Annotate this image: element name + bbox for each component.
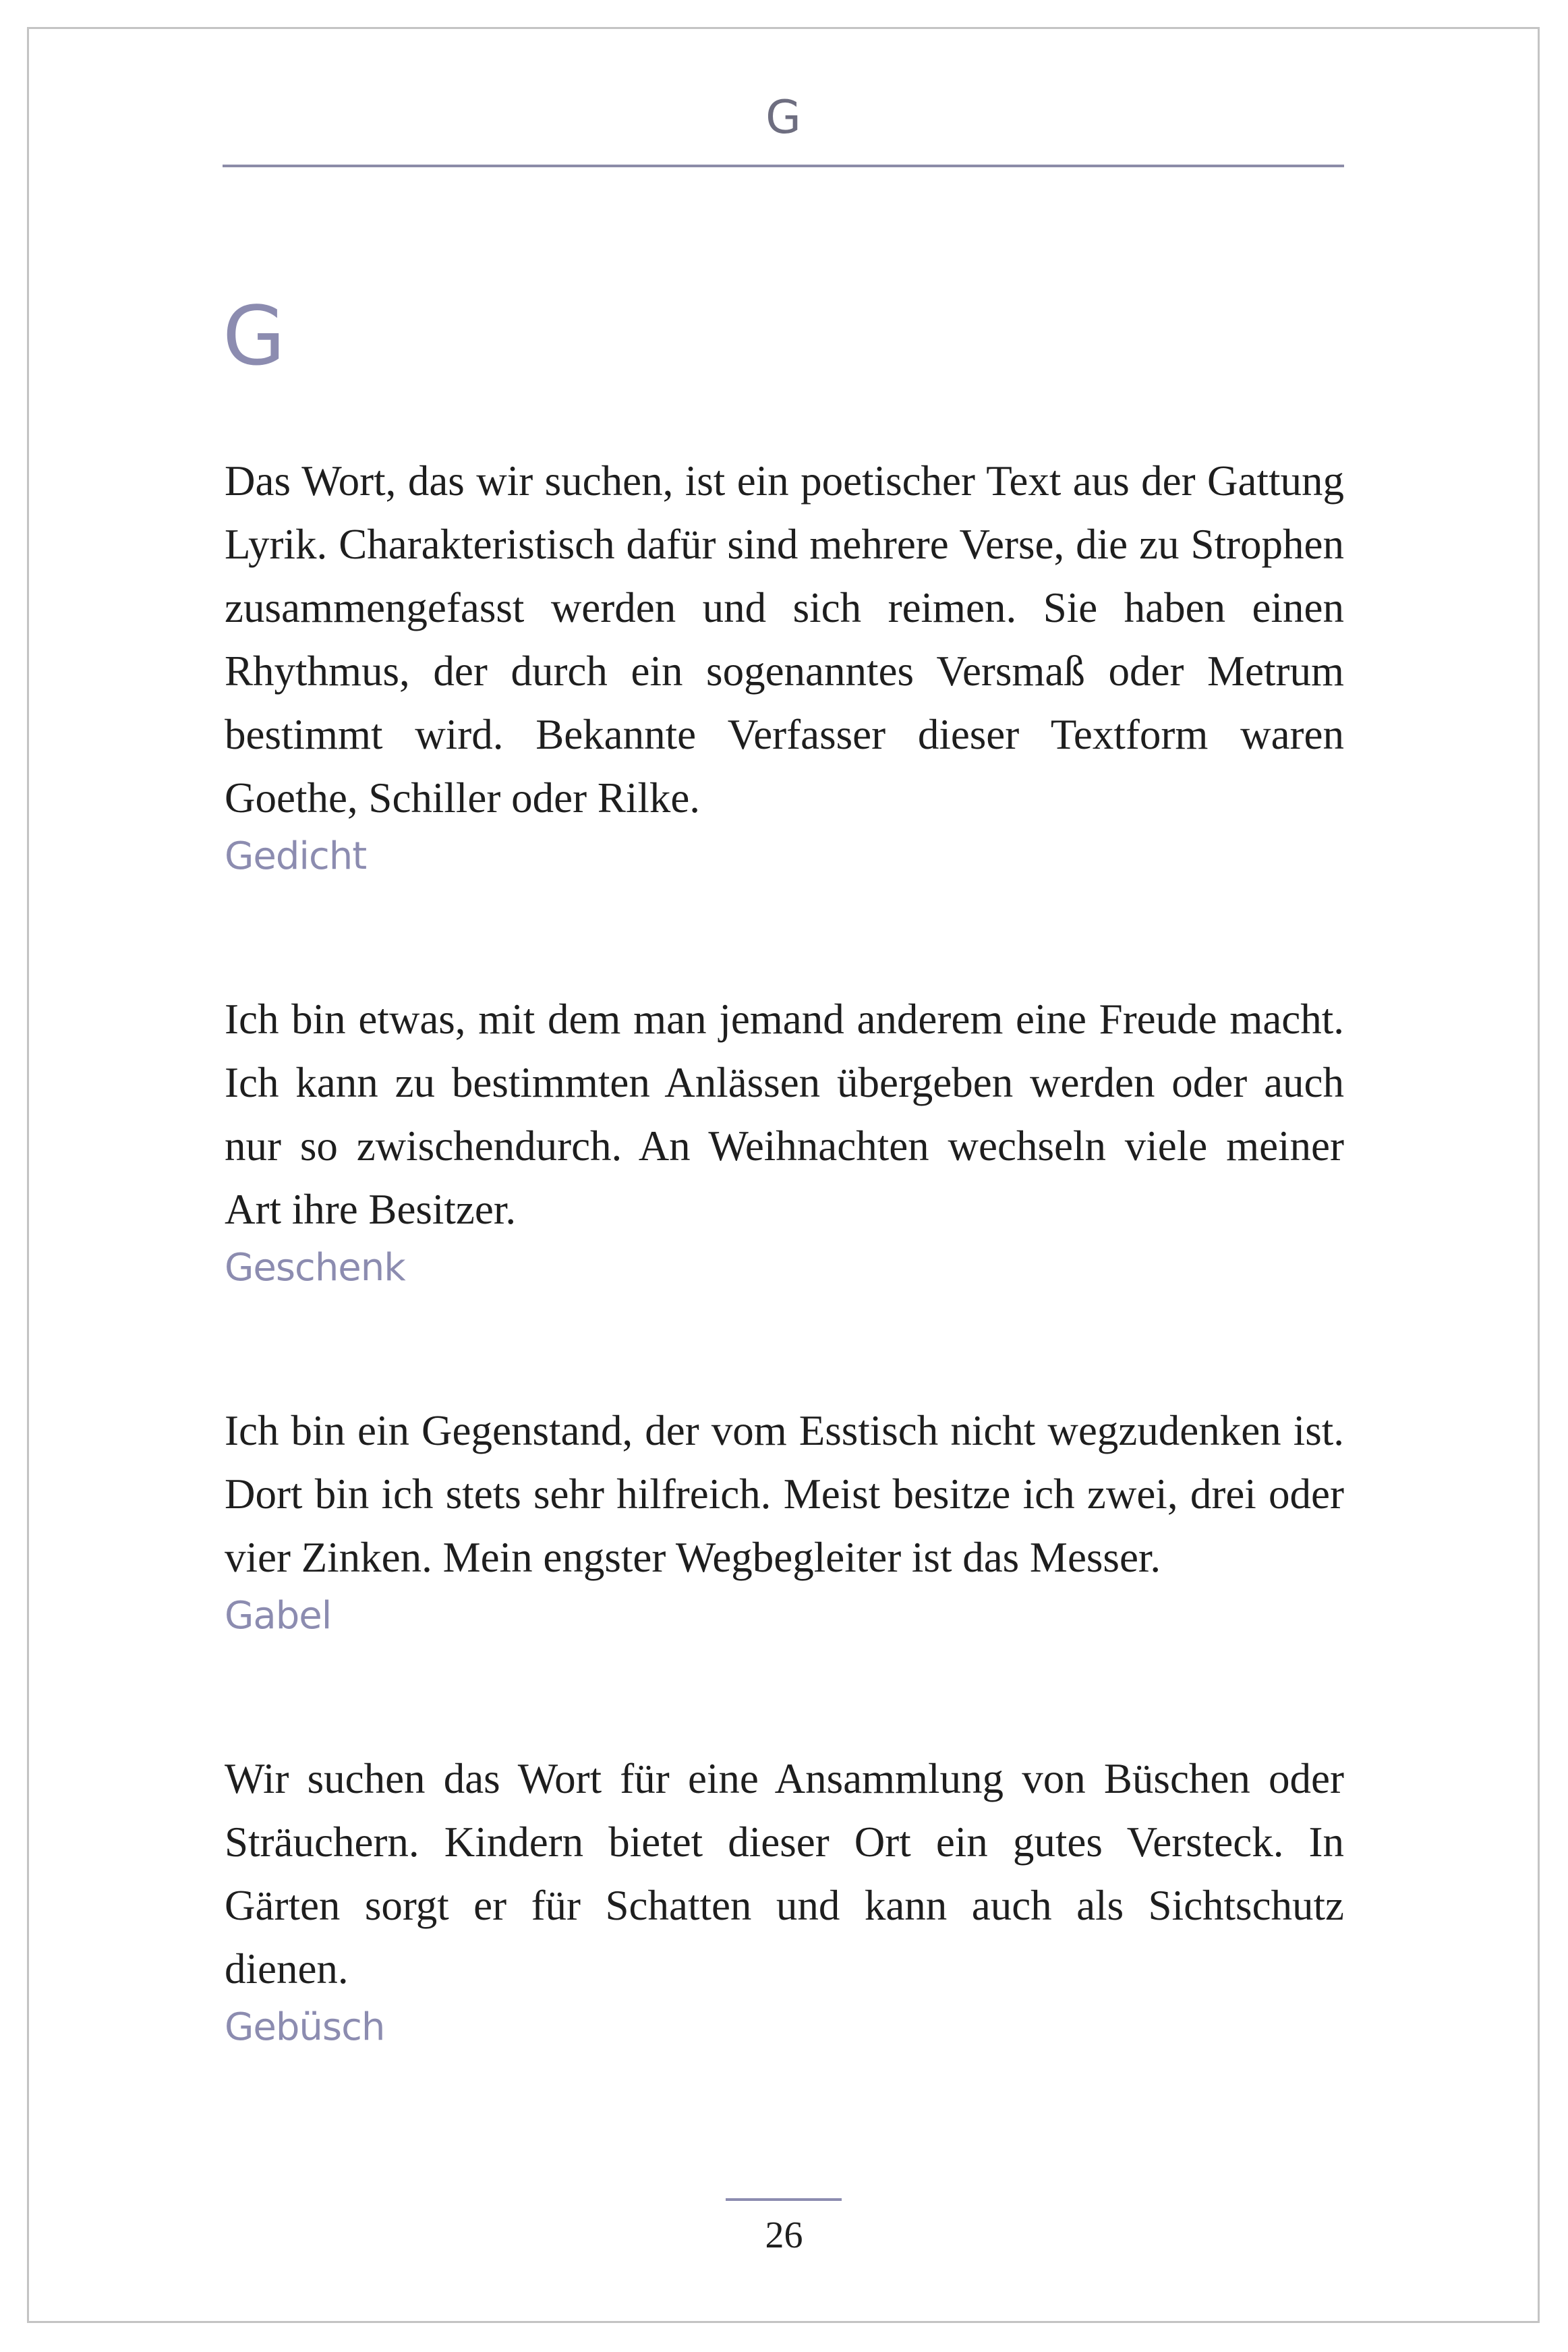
riddle-answer: Gabel — [225, 1594, 332, 1638]
riddle-entry — [225, 1747, 1344, 2055]
riddle-text: Das Wort, das wir suchen, ist ein poetischer Text aus der Gattung Lyrik. Charakteristisch dafür sind mehrere Verse, die zu Strophen zusammengefasst werden und sich reimen. Sie haben einen Rhythmus, der durch ein sogenanntes Versmaß oder Metrum bestimmt wird. Bekannte Verfasser dieser Textform waren Goethe, Schiller oder Rilke. — [225, 457, 1344, 822]
page-number: 26 — [765, 2214, 803, 2256]
section-letter: G — [223, 290, 285, 384]
footer-rule — [726, 2198, 842, 2201]
riddle-entry — [225, 987, 1344, 1295]
riddle-answer: Gebüsch — [225, 2005, 385, 2049]
riddle-text: Ich bin ein Gegenstand, der vom Esstisch nicht wegzudenken ist. Dort bin ich stets sehr hilfreich. Meist besitze ich zwei, drei oder vier Zinken. Mein engster Wegbegleiter ist das Messer. — [225, 1407, 1344, 1581]
running-head: G — [765, 91, 803, 144]
riddle-entry — [225, 449, 1344, 884]
riddle-text: Ich bin etwas, mit dem man jemand anderem eine Freude macht. Ich kann zu bestimmten Anlässen übergeben werden oder auch nur so zwischendurch. An Weihnachten wechseln viele meiner Art ihre Besitzer. — [225, 996, 1344, 1233]
riddle-list — [225, 449, 1344, 2055]
riddle-text: Wir suchen das Wort für eine Ansammlung von Büschen oder Sträuchern. Kindern bietet dieser Ort ein gutes Versteck. In Gärten sorgt er für Schatten und kann auch als Sichtschutz dienen. — [225, 1755, 1344, 1992]
riddle-entry — [225, 1399, 1344, 1643]
riddle-answer: Geschenk — [225, 1246, 405, 1290]
riddle-answer: Gedicht — [225, 834, 367, 878]
header-rule — [223, 165, 1344, 167]
